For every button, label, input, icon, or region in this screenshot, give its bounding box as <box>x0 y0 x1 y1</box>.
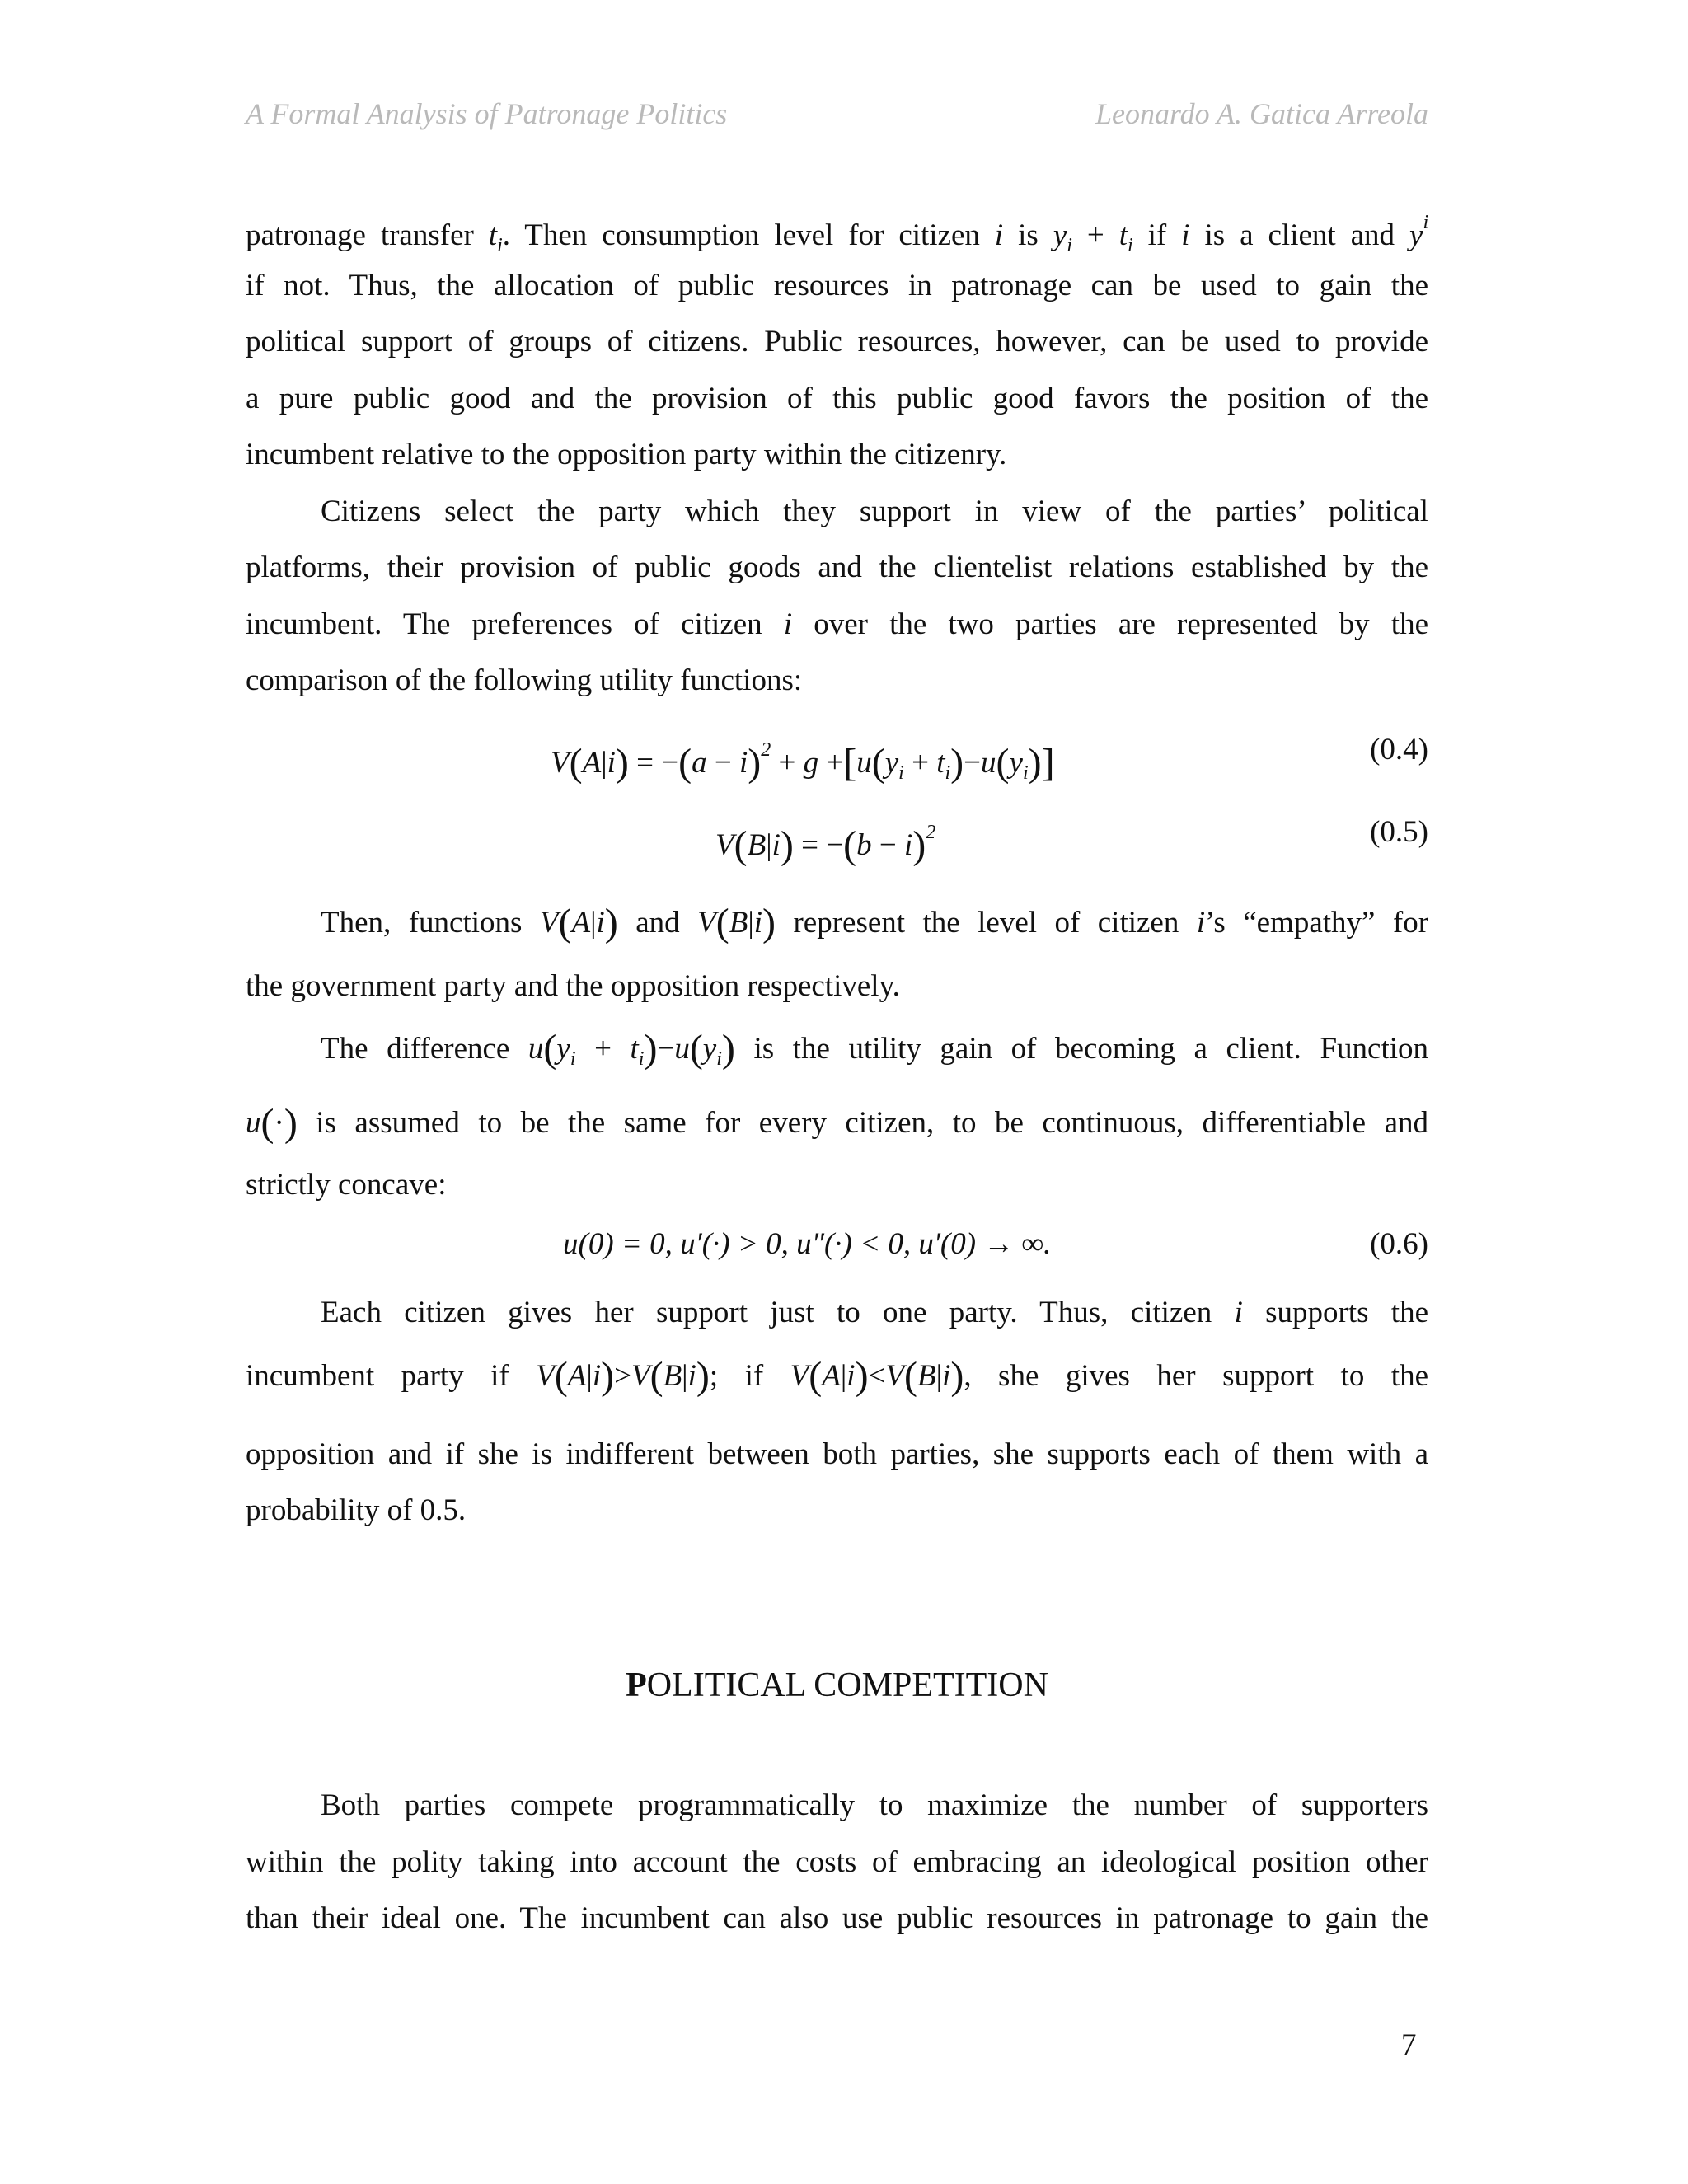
equation-0-5 <box>246 804 1428 867</box>
paragraph-5-line-1: Each citizen gives her support just to one party. Thus, citizen i supports the <box>321 1296 1429 1329</box>
header-author: Leonardo A. Gatica Arreola <box>1095 97 1428 130</box>
math-yi-plus-ti: $y_i + t_i$ <box>1053 218 1133 256</box>
math-y-sup-i: $y^i$ <box>1409 212 1429 252</box>
paragraph-2-line-2: platforms, their provision of public goods and the clientelist relations established by the <box>246 551 1428 584</box>
paragraph-1-line-4: a pure public good and the provision of this public good favors the position of the <box>246 382 1428 415</box>
paragraph-6-line-3: than their ideal one. The incumbent can also use public resources in patronage to gain the <box>246 1901 1428 1935</box>
paragraph-5-line-3: opposition and if she is indifferent between both parties, she supports each of them with a <box>246 1437 1428 1471</box>
page-number: 7 <box>1401 2028 1417 2062</box>
paragraph-2-line-4: comparison of the following utility functions: <box>246 663 803 697</box>
equation-number-0-4: (0.4) <box>1370 733 1428 766</box>
paragraph-6-line-1: Both parties compete programmatically to maximize the number of supporters <box>321 1788 1428 1822</box>
equation-0-6 <box>246 1216 1428 1273</box>
paragraph-1-line-1: patronage transfer $t_i$. Then consumption level for citizen i is $y_i + t_i$ if i is a client and $y^i$ <box>246 212 1429 256</box>
paragraph-5-line-4: probability of 0.5. <box>246 1493 467 1527</box>
equation-number-0-6: (0.6) <box>1370 1227 1428 1261</box>
math-ti: $t_i$ <box>488 218 503 256</box>
paragraph-4-line-2: u(·) is assumed to be the same for every citizen, to be continuous, differentiable and <box>246 1101 1429 1145</box>
paragraph-3-line-1: Then, functions V(A|i) and V(B|i) represent the level of citizen i’s “empathy” for <box>321 901 1429 944</box>
paragraph-5-line-2: incumbent party if V(A|i)>V(B|i); if V(A|i)<V(B|i), she gives her support to the <box>246 1354 1428 1398</box>
equation-number-0-5: (0.5) <box>1370 815 1428 849</box>
running-header <box>246 96 1428 138</box>
paragraph-1-line-3: political support of groups of citizens. Public resources, however, can be used to provide <box>246 325 1428 359</box>
paragraph-4-line-1: The difference $u(y_i + t_i)-u(y_i)$ is the utility gain of becoming a client. Function <box>321 1027 1429 1071</box>
header-title: A Formal Analysis of Patronage Politics <box>246 97 728 130</box>
paragraph-4-line-3: strictly concave: <box>246 1168 447 1202</box>
paragraph-3-line-2: the government party and the opposition respectively. <box>246 969 900 1003</box>
equation-0-6-formula: u(0) = 0, u′(·) > 0, u″(·) < 0, u′(0) → ∞. <box>563 1227 1052 1261</box>
equation-0-5-formula: $V(B|i) = -(b - i)^2$ <box>715 822 936 867</box>
section-heading: POLITICAL COMPETITION <box>626 1666 1048 1704</box>
equation-0-4-formula: $V(A|i) = -(a - i)^2 + g +[u(y_i + t_i)-u(y_i)]$ <box>551 739 1055 785</box>
paragraph-6-line-2: within the polity taking into account the costs of embracing an ideological position other <box>246 1845 1428 1879</box>
paragraph-1-line-2: if not. Thus, the allocation of public resources in patronage can be used to gain the <box>246 269 1428 302</box>
paragraph-2-line-3: incumbent. The preferences of citizen i over the two parties are represented by the <box>246 607 1429 641</box>
paragraph-2-line-1: Citizens select the party which they support in view of the parties’ political <box>321 494 1428 528</box>
equation-0-4 <box>246 721 1428 785</box>
paragraph-1-line-5: incumbent relative to the opposition party within the citizenry. <box>246 438 1007 471</box>
